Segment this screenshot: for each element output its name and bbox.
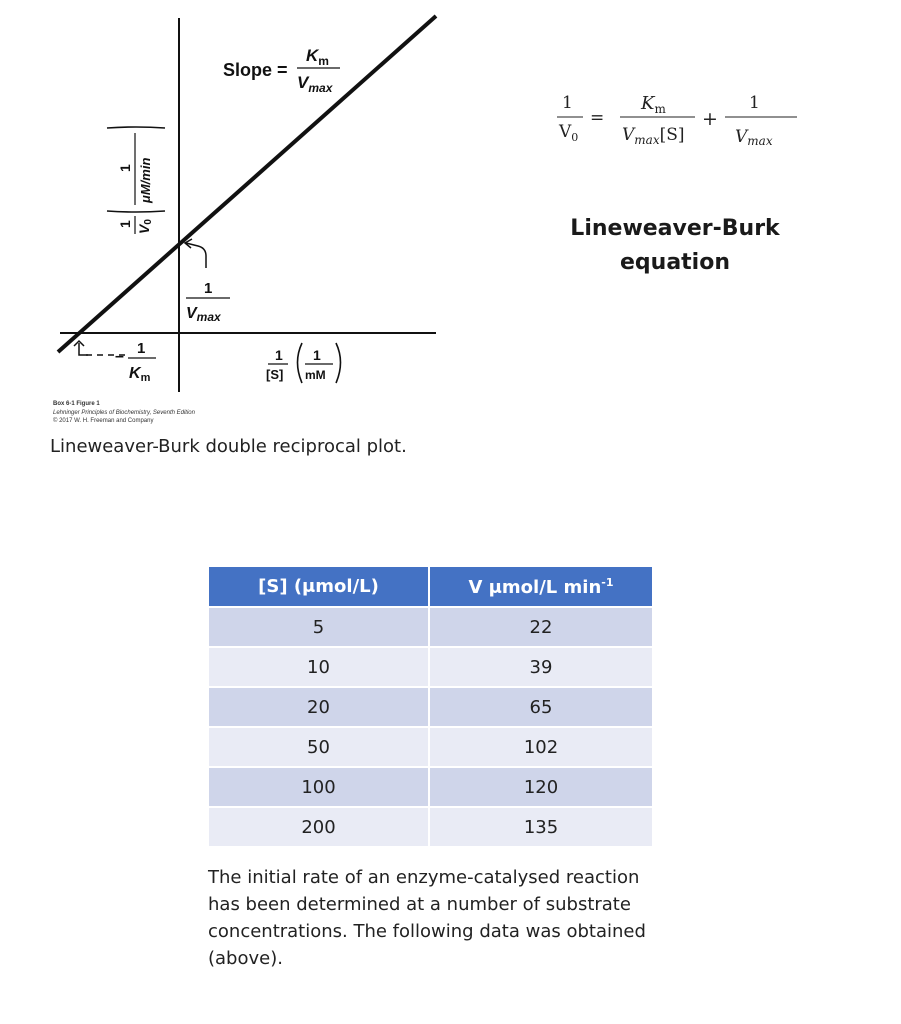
credit-book-title: Lehninger Principles of Biochemistry, Seventh Edition <box>53 410 195 416</box>
x-axis-unit-paren-right <box>336 343 341 383</box>
cell-substrate: 10 <box>209 647 429 687</box>
x-intercept-num: 1 <box>137 340 146 357</box>
x-intercept-den: Km <box>129 365 151 384</box>
table-body <box>209 607 652 846</box>
table-row <box>209 647 652 687</box>
eq-term2-num: 1 <box>749 93 760 113</box>
table-row <box>209 767 652 807</box>
cell-velocity: 120 <box>429 767 652 807</box>
table-header-row <box>209 567 652 607</box>
eq-plus: + <box>702 108 718 130</box>
y-axis-num: 1 <box>117 220 133 228</box>
cell-substrate: 50 <box>209 727 429 767</box>
eq-lhs-num: 1 <box>562 93 573 113</box>
x-intercept-arrow <box>74 341 88 355</box>
credit-figure-number: Box 6-1 Figure 1 <box>53 401 100 407</box>
slope-label: Slope = <box>223 60 288 80</box>
y-intercept-den: Vmax <box>186 305 221 324</box>
eq-term1-num: $K_m$ <box>641 93 666 116</box>
cell-substrate: 20 <box>209 687 429 727</box>
equation-title-line1: Lineweaver-Burk <box>570 216 780 241</box>
table-row <box>209 727 652 767</box>
header-velocity-sup: -1 <box>601 575 614 589</box>
cell-substrate: 5 <box>209 607 429 647</box>
table-row <box>209 807 652 846</box>
x-axis-unit-den: mM <box>305 368 326 382</box>
cell-velocity: 39 <box>429 647 652 687</box>
cell-substrate: 200 <box>209 807 429 846</box>
plot-caption: Lineweaver-Burk double reciprocal plot. <box>50 436 407 457</box>
cell-velocity: 135 <box>429 807 652 846</box>
x-intercept-sign: – <box>115 348 124 365</box>
x-axis-den: [S] <box>266 367 284 382</box>
eq-equals: = <box>590 108 605 128</box>
x-axis-unit-paren-left <box>298 343 303 383</box>
y-axis-den: V0 <box>136 219 154 234</box>
slope-num: $K_m$ <box>306 46 329 68</box>
y-axis-label <box>107 127 165 234</box>
header-substrate: [S] (μmol/L) <box>209 567 429 607</box>
eq-term1-den: $V_{max}[S]$ <box>622 125 685 147</box>
y-axis-unit-den: μM/min <box>138 157 153 203</box>
x-axis-num: 1 <box>275 347 283 363</box>
y-axis-unit-paren-left <box>107 211 165 212</box>
credit-copyright: © 2017 W. H. Freeman and Company <box>53 418 154 424</box>
equation-title <box>560 212 790 280</box>
eq-term2-den: Vmax <box>735 127 773 148</box>
lineweaver-burk-plot <box>0 0 460 440</box>
lineweaver-burk-equation <box>545 85 835 165</box>
eq-lhs-den: $V_0$ <box>559 122 579 144</box>
y-intercept-arrow <box>185 239 206 268</box>
cell-velocity: 22 <box>429 607 652 647</box>
x-axis-unit-num: 1 <box>313 347 321 363</box>
cell-velocity: 65 <box>429 687 652 727</box>
y-intercept-num: 1 <box>204 280 213 297</box>
equation-title-line2: equation <box>619 250 730 275</box>
table-row <box>209 607 652 647</box>
slope-den: $V_{max}$ <box>297 73 333 95</box>
y-axis-unit-paren-right <box>107 127 165 128</box>
header-velocity: V μmol/L $\min^{-1}$ <box>429 567 652 607</box>
cell-substrate: 100 <box>209 767 429 807</box>
cell-velocity: 102 <box>429 727 652 767</box>
table-row <box>209 687 652 727</box>
description-paragraph: The initial rate of an enzyme-catalysed reaction has been determined at a number of substrate concentrations. The following data was obtained (above). <box>208 867 646 969</box>
data-table <box>209 567 652 846</box>
y-axis-unit-num: 1 <box>117 164 133 172</box>
